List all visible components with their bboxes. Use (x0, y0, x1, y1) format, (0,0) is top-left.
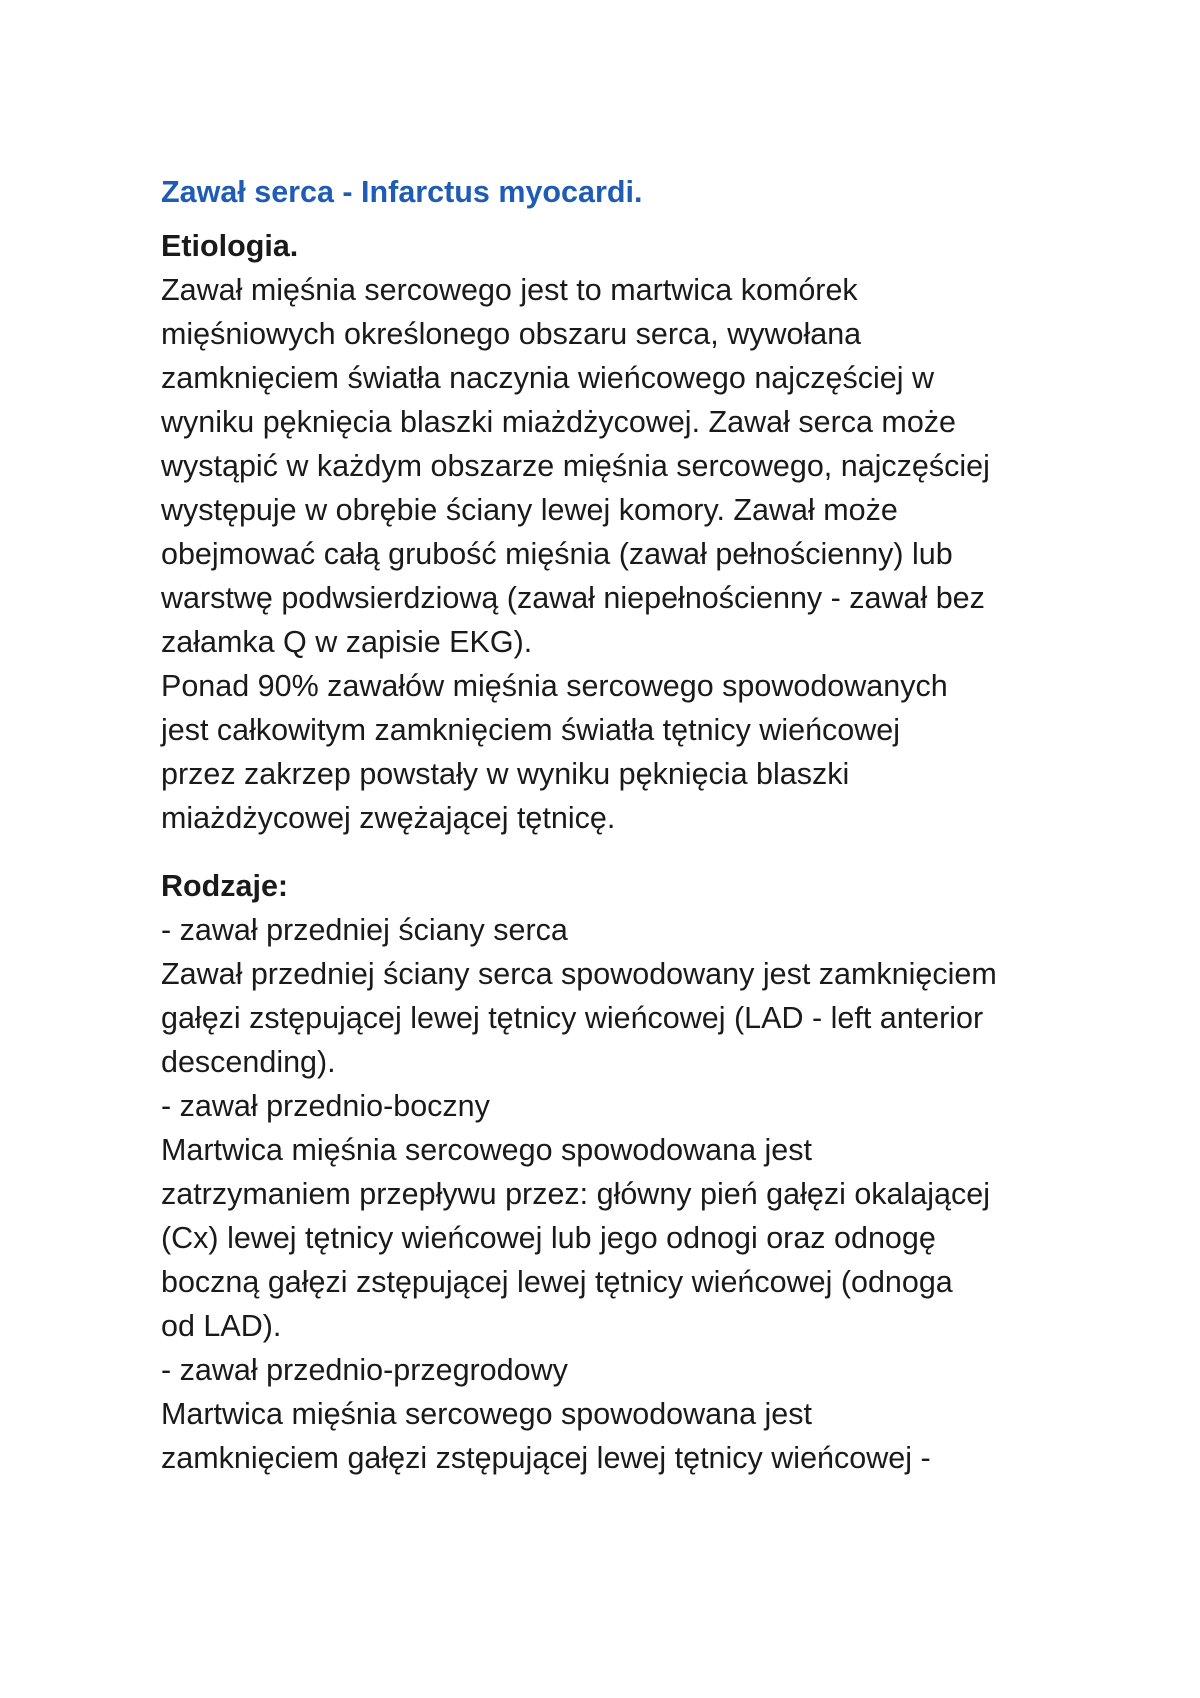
etiology-line: mięśniowych określonego obszaru serca, wywołana (161, 317, 862, 351)
etiology-line: wystąpić w każdym obszarze mięśnia sercowego, najczęściej (161, 449, 990, 483)
etiology-section (161, 268, 1101, 840)
types-line: - zawał przednio-przegrodowy (161, 1353, 568, 1387)
types-line: Zawał przedniej ściany serca spowodowany jest zamknięciem (161, 957, 997, 991)
spacer (161, 840, 1101, 864)
etiology-line: obejmować całą grubość mięśnia (zawał pełnościenny) lub (161, 537, 953, 571)
types-section (161, 908, 1101, 1480)
types-line: descending). (161, 1045, 336, 1079)
types-line: zatrzymaniem przepływu przez: główny pień gałęzi okalającej (161, 1177, 990, 1211)
spacer (161, 214, 1101, 224)
types-line: Martwica mięśnia sercowego spowodowana jest (161, 1397, 812, 1431)
document-page (161, 170, 1101, 1480)
etiology-line: występuje w obrębie ściany lewej komory. Zawał może (161, 493, 898, 527)
etiology-heading: Etiologia. (161, 229, 299, 263)
etiology-line: miażdżycowej zwężającej tętnicę. (161, 801, 616, 835)
types-line: (Cx) lewej tętnicy wieńcowej lub jego odnogi oraz odnogę (161, 1221, 936, 1255)
etiology-line: Zawał mięśnia sercowego jest to martwica komórek (161, 273, 858, 307)
types-line: boczną gałęzi zstępującej lewej tętnicy wieńcowej (odnoga (161, 1265, 953, 1299)
types-line: od LAD). (161, 1309, 282, 1343)
types-line: gałęzi zstępującej lewej tętnicy wieńcowej (LAD - left anterior (161, 1001, 984, 1035)
etiology-line: zamknięciem światła naczynia wieńcowego najczęściej w (161, 361, 934, 395)
types-line: Martwica mięśnia sercowego spowodowana jest (161, 1133, 812, 1167)
etiology-line: przez zakrzep powstały w wyniku pęknięcia blaszki (161, 757, 850, 791)
etiology-line: załamka Q w zapisie EKG). (161, 625, 533, 659)
types-line: - zawał przedniej ściany serca (161, 913, 568, 947)
types-line: - zawał przednio-boczny (161, 1089, 490, 1123)
document-title: Zawał serca - Infarctus myocardi. (161, 175, 643, 209)
types-heading: Rodzaje: (161, 869, 289, 903)
etiology-line: Ponad 90% zawałów mięśnia sercowego spowodowanych (161, 669, 948, 703)
etiology-line: wyniku pęknięcia blaszki miażdżycowej. Zawał serca może (161, 405, 956, 439)
etiology-line: warstwę podwsierdziową (zawał niepełnościenny - zawał bez (161, 581, 985, 615)
types-line: zamknięciem gałęzi zstępującej lewej tętnicy wieńcowej - (161, 1441, 931, 1475)
etiology-line: jest całkowitym zamknięciem światła tętnicy wieńcowej (161, 713, 901, 747)
